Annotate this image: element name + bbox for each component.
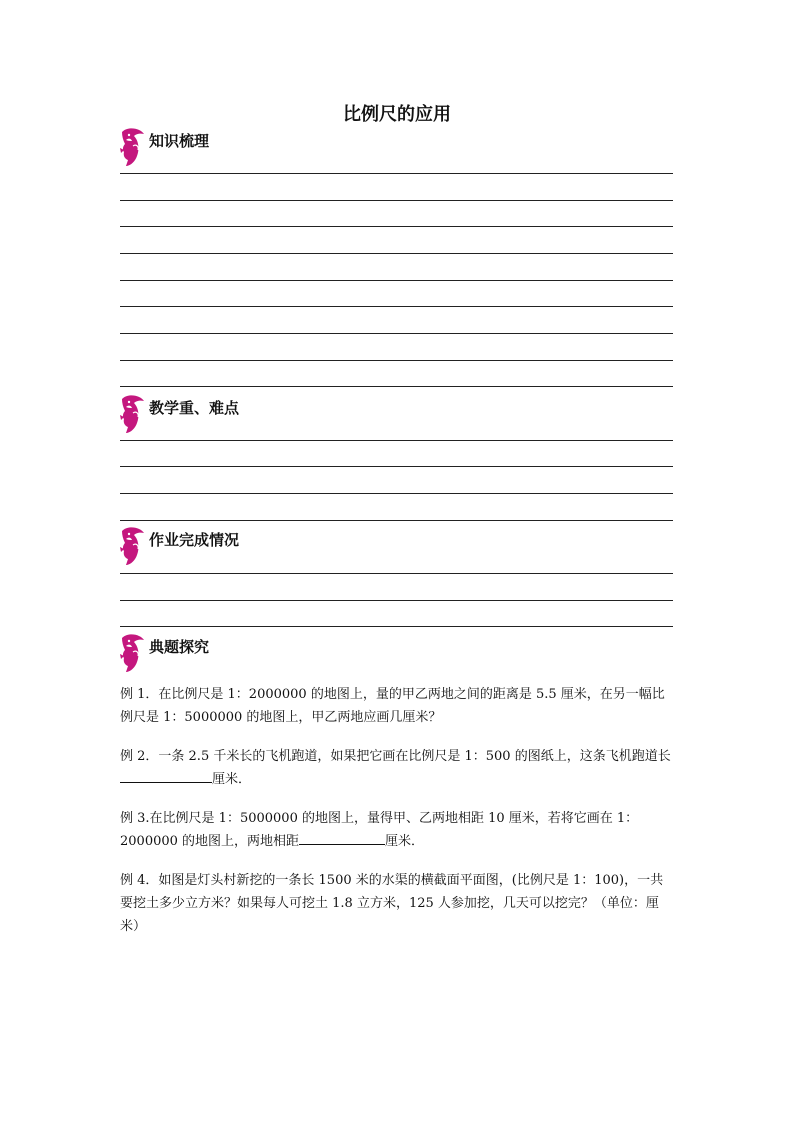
writing-line [120,360,673,361]
writing-line [120,173,673,174]
example-2 [120,745,676,791]
writing-line [120,200,673,201]
dolphin-icon [118,126,148,168]
section-label: 知识梳理 [149,132,210,150]
example-3-unit: 厘米． [385,834,425,849]
section-label: 作业完成情况 [149,531,240,549]
writing-line [120,520,673,521]
dolphin-icon [118,393,148,435]
writing-line [120,386,673,387]
example-4: 例 4．如图是灯头村新挖的一条长 1500 米的水渠的横截面平面图，(比例尺是 1：100)，一共要挖土多少立方米？如果每人可挖土 1.8 立方米，125 人参加挖，几天可以挖完？（单位：厘米） [120,873,664,934]
writing-line [120,226,673,227]
example-3 [120,807,676,853]
writing-line [120,573,673,574]
writing-line [120,466,673,467]
answer-blank[interactable] [120,769,212,783]
dolphin-icon [118,525,148,567]
writing-line [120,280,673,281]
example-3-text: 例 3.在比例尺是 1：5000000 的地图上，量得甲、乙两地相距 10 厘米，若将它画在 1：2000000 的地图上，两地相距 [120,811,639,849]
example-1: 例 1．在比例尺是 1：2000000 的地图上，量的甲乙两地之间的距离是 5.5 厘米，在另一幅比例尺是 1：5000000 的地图上，甲乙两地应画几厘米？ [120,687,665,725]
dolphin-icon [118,632,148,674]
writing-line [120,600,673,601]
writing-line [120,253,673,254]
writing-line [120,626,673,627]
writing-line [120,440,673,441]
section-label: 典题探究 [149,638,210,656]
writing-line [120,493,673,494]
writing-line [120,306,673,307]
page-title: 比例尺的应用 [343,104,451,125]
example-2-unit: 厘米． [212,772,252,787]
answer-blank[interactable] [299,831,385,845]
writing-line [120,333,673,334]
section-label: 教学重、难点 [149,399,240,417]
example-2-text: 例 2．一条 2.5 千米长的飞机跑道，如果把它画在比例尺是 1：500 的图纸上，这条飞机跑道长 [120,749,671,764]
